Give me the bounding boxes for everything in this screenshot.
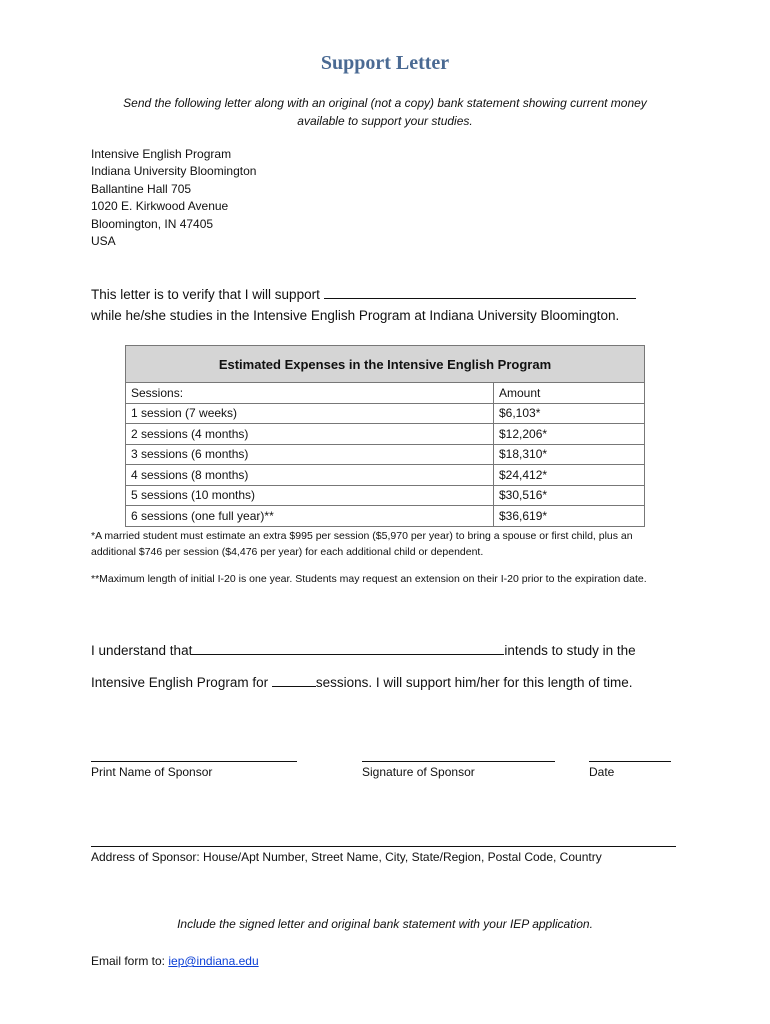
address-line: USA (91, 234, 116, 249)
print-name-line[interactable] (91, 761, 297, 762)
session-cell: 6 sessions (one full year)** (126, 506, 494, 527)
max-length-note: **Maximum length of initial I-20 is one year. Students may request an extension on their I-20 prior to the expiration date. (91, 573, 647, 585)
understand-line-1 (91, 642, 636, 658)
verify-text: This letter is to verify that I will support (91, 287, 320, 302)
session-cell: 4 sessions (8 months) (126, 465, 494, 486)
table-row (126, 403, 645, 424)
understand-line2-end: sessions. I will support him/her for this length of time. (315, 675, 633, 690)
session-cell: 5 sessions (10 months) (126, 485, 494, 506)
closing-instruction: Include the signed letter and original bank statement with your IEP application. (177, 917, 593, 931)
sponsor-address-line[interactable] (91, 846, 676, 847)
date-label: Date (589, 765, 615, 779)
understand-start: I understand that (91, 643, 193, 658)
married-note: *A married student must estimate an extra $995 per session ($5,970 per year) to bring a spouse or first child, plus an additional $746 per session ($4,476 per year) for each additional child or dependent. (91, 530, 633, 558)
address-line: 1020 E. Kirkwood Avenue (91, 199, 229, 214)
page-title: Support Letter (320, 52, 450, 74)
address-line: Intensive English Program (91, 147, 232, 161)
recipient-address (91, 146, 256, 250)
amount-cell: $12,206* (494, 424, 645, 445)
email-link[interactable]: iep@indiana.edu (168, 954, 259, 968)
email-line (91, 954, 259, 968)
amount-cell: $18,310* (494, 444, 645, 465)
header-amount: Amount (494, 383, 645, 404)
amount-cell: $36,619* (494, 506, 645, 527)
address-line: Indiana University Bloomington (91, 164, 257, 179)
intro-text: Send the following letter along with an original (not a copy) bank statement showing current money available to support your studies. (123, 96, 647, 128)
table-row (126, 485, 645, 506)
table-row (126, 444, 645, 465)
address-line: Bloomington, IN 47405 (91, 216, 214, 231)
email-label: Email form to: (91, 954, 166, 968)
student-name-blank[interactable] (192, 642, 504, 655)
table-row (126, 506, 645, 527)
address-line: Ballantine Hall 705 (91, 181, 192, 196)
understand-mid: intends to study in the (504, 643, 636, 658)
sponsor-address-label: Address of Sponsor: House/Apt Number, Street Name, City, State/Region, Postal Code, Country (91, 850, 602, 864)
signature-line[interactable] (362, 761, 555, 762)
session-cell: 2 sessions (4 months) (126, 424, 494, 445)
session-cell: 3 sessions (6 months) (126, 444, 494, 465)
table-row (126, 465, 645, 486)
session-cell: 1 session (7 weeks) (126, 403, 494, 424)
signature-label: Signature of Sponsor (362, 765, 475, 779)
expenses-table (125, 345, 645, 527)
table-row (126, 424, 645, 445)
understand-line-2 (91, 674, 633, 690)
table-caption: Estimated Expenses in the Intensive English Program (126, 346, 645, 383)
supported-student-blank[interactable] (324, 286, 636, 299)
date-line[interactable] (589, 761, 671, 762)
verify-line-1 (91, 286, 636, 302)
amount-cell: $30,516* (494, 485, 645, 506)
verify-line-2: while he/she studies in the Intensive English Program at Indiana University Bloomington. (91, 308, 620, 323)
table-caption-row (126, 346, 645, 383)
understand-line2-start: Intensive English Program for (91, 675, 269, 690)
amount-cell: $6,103* (494, 403, 645, 424)
table-header-row (126, 383, 645, 404)
sessions-count-blank[interactable] (272, 674, 316, 687)
amount-cell: $24,412* (494, 465, 645, 486)
print-name-label: Print Name of Sponsor (91, 765, 213, 779)
header-sessions: Sessions: (126, 383, 494, 404)
